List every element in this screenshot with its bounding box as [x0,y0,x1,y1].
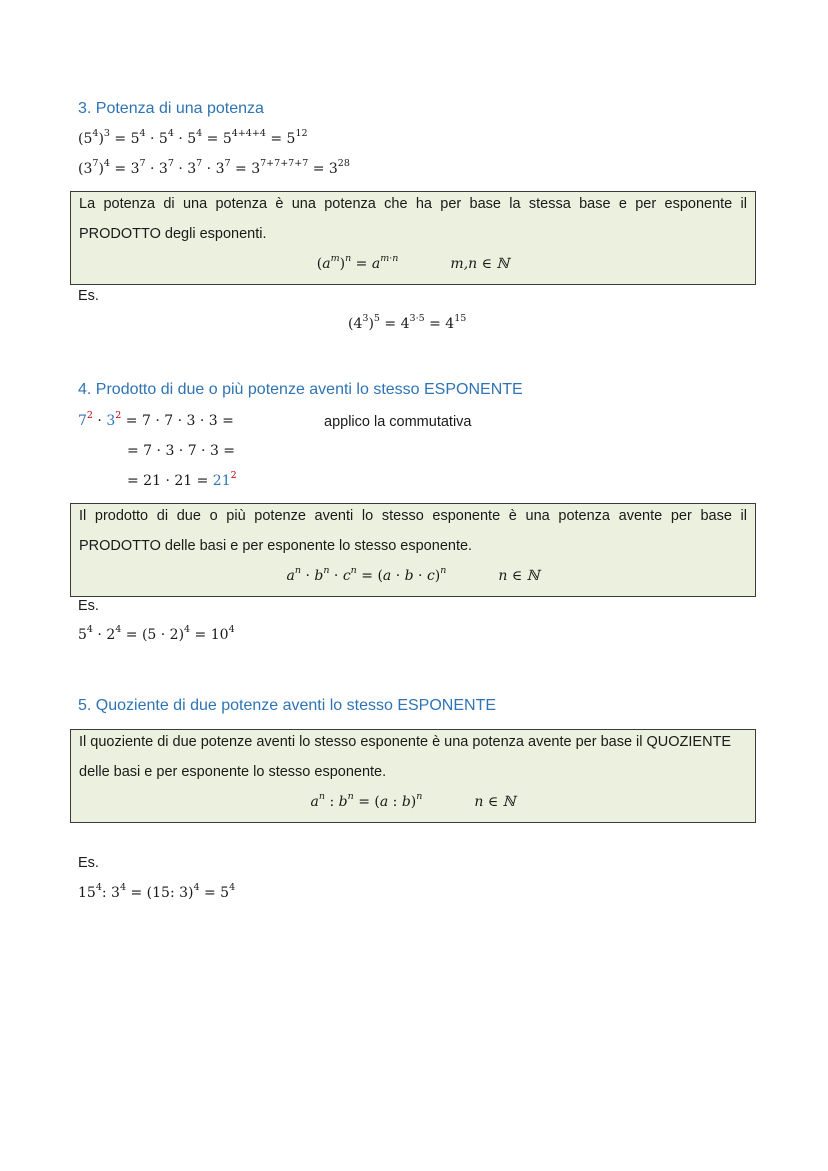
section3-es-formula: $(4^3)^5 = 4^{3\cdot 5} = 4^{15}$ [348,312,467,332]
section3-rule-line1: La potenza di una potenza è una potenza che ha per base la stessa base e per esponente il [79,196,747,212]
section4-title: 4. Prodotto di due o più potenze aventi lo stesso ESPONENTE [78,381,523,398]
section4-rule-formula: $a^n \cdot b^n \cdot c^n = (a \cdot b \cdot c)^n$ n ∈ ℕ [286,564,540,584]
section4-rule-line1: Il prodotto di due o più potenze aventi lo stesso esponente è una potenza avente per base il [79,508,747,524]
section3-title: 3. Potenza di una potenza [78,100,264,117]
section3-rule-condition: m,n ∈ ℕ [450,256,510,272]
section5-rule-line1: Il quoziente di due potenze aventi lo stesso esponente è una potenza avente per base il QUOZIENTE [79,734,732,750]
section5-es-label: Es. [78,855,99,871]
section4-step1: $7^2 \cdot 3^2 = 7 \cdot 7 \cdot 3 \cdot 3$ = [78,409,234,429]
section3-rule-line2: PRODOTTO degli esponenti. [79,226,267,242]
section3-es-label: Es. [78,288,99,304]
section5-title: 5. Quoziente di due potenze aventi lo stesso ESPONENTE [78,697,497,714]
section4-step3: = $21 \cdot 21 = 21^2$ [127,469,237,489]
section5-rule-box [70,729,756,823]
section4-es-label: Es. [78,598,99,614]
section4-es-formula: $5^4 \cdot 2^4 = (5 \cdot 2)^4 = 10^4$ [78,623,235,643]
section5-rule-line2: delle basi e per esponente lo stesso esponente. [79,764,387,780]
section3-example2: $(3^7)^4 = 3^7 \cdot 3^7 \cdot 3^7 \cdot 3^7 = 3^{7+7+7+7} = 3^{28}$ [78,157,350,177]
section3-rule-box [70,191,756,285]
section5-rule-formula: $a^n$ : $b^n = (a$ : b)$^n$ n ∈ ℕ [310,790,516,810]
section4-rule-box [70,503,756,597]
section3-rule-formula: $(a^m)^n = a^{m\cdot n}$ m,n ∈ ℕ [316,252,510,272]
section4-rule-line2: PRODOTTO delle basi e per esponente lo stesso esponente. [79,538,473,554]
section4-rule-condition: n ∈ ℕ [498,568,540,584]
section5-es-formula: $15^4$: $3^4 = (15$: $3)^4 = 5^4$ [78,881,236,901]
section4-note: applico la commutativa [324,414,472,430]
section5-rule-condition: n ∈ ℕ [474,794,516,810]
section3-example1: $(5^4)^3 = 5^4 \cdot 5^4 \cdot 5^4 = 5^{4+4+4} = 5^{12}$ [78,127,308,147]
section4-step2: = 7 · 3 · 7 · 3 = [127,443,236,459]
